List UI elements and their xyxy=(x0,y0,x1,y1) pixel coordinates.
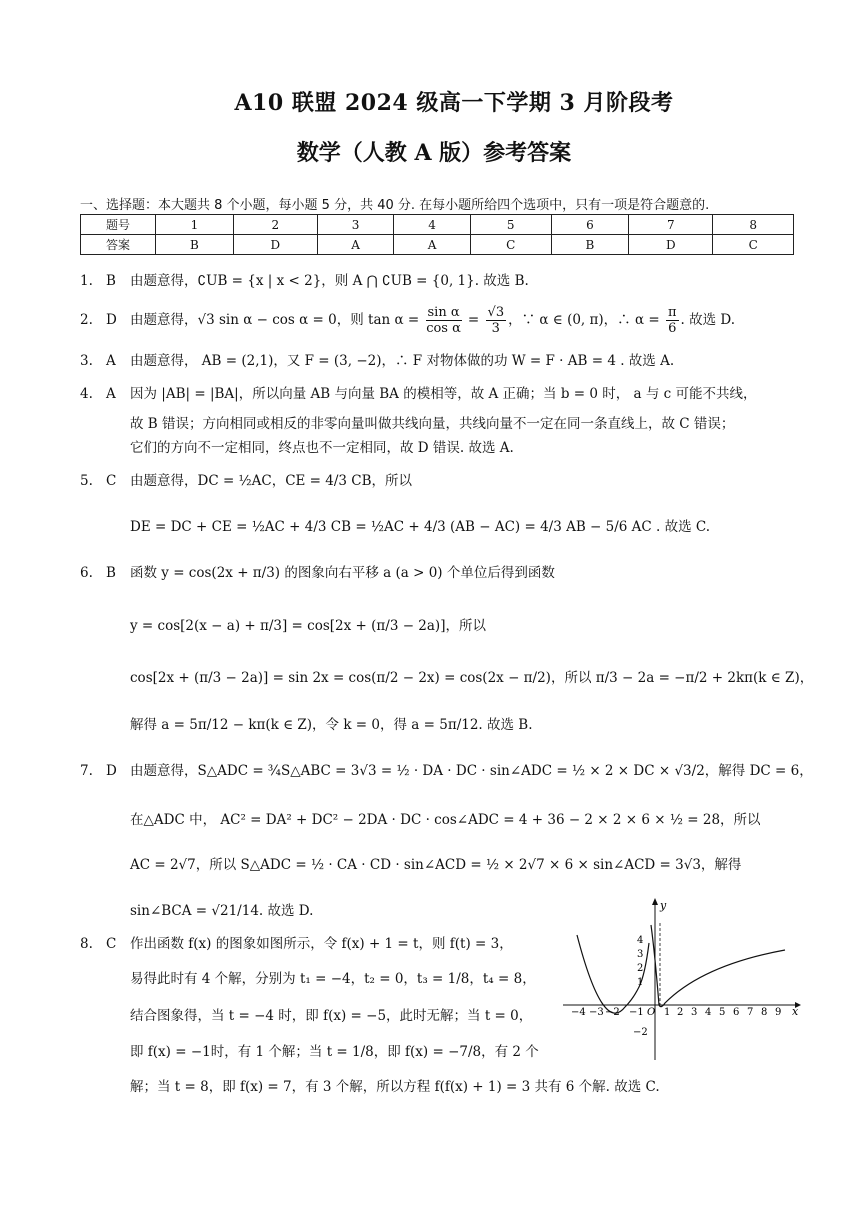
explanation-line: 即 f(x) = −1时，有 1 个解；当 t = 1/8，即 f(x) = −7/8，有 2 个 xyxy=(130,1044,539,1060)
explanation-line: 由题意得，DC = ½AC，CE = 4/3 CB，所以 xyxy=(130,473,413,489)
x-tick-label: 9 xyxy=(775,1007,782,1018)
question-explanation: 由题意得，∁UB = {x | x < 2}，则 A ⋂ ∁UB = {0, 1}. 故选 B. xyxy=(130,273,529,289)
question-6 xyxy=(80,562,555,584)
question-4 xyxy=(80,383,757,405)
table-header-question: 题号 xyxy=(81,215,156,235)
question-7 xyxy=(80,760,813,782)
table-cell: A xyxy=(394,235,471,255)
table-cell: 1 xyxy=(156,215,234,235)
explanation-line: 易得此时有 4 个解，分别为 t₁ = −4，t₂ = 0，t₃ = 1/8，t₄ = 8， xyxy=(130,971,536,987)
function-curve-right xyxy=(651,925,785,1007)
x-tick-label: 5 xyxy=(719,1007,726,1018)
x-tick-label: −4 xyxy=(571,1007,586,1018)
table-row-answers xyxy=(81,235,794,255)
fraction-denominator: 3 xyxy=(491,321,500,336)
question-2 xyxy=(80,305,735,336)
explanation-line: 由题意得，S△ADC = ¾S△ABC = 3√3 = ½ · DA · DC · sin∠ADC = ½ × 2 × DC × √3/2，解得 DC = 6， xyxy=(130,763,813,779)
page-title: A10 联盟 2024 级高一下学期 3 月阶段考 xyxy=(234,90,674,116)
x-tick-label: 3 xyxy=(691,1007,698,1018)
explanation-line: DE = DC + CE = ½AC + 4/3 CB = ½AC + 4/3 (AB − AC) = 4/3 AB − 5/6 AC . 故选 C. xyxy=(130,519,711,535)
fraction-numerator: π xyxy=(667,305,677,320)
table-cell: D xyxy=(233,235,317,255)
question-answer-key: A xyxy=(106,353,116,369)
explanation-line: 故 B 错误；方向相同或相反的非零向量叫做共线向量，共线向量不一定在同一条直线上，故 C 错误； xyxy=(130,416,735,432)
table-cell: A xyxy=(317,235,394,255)
y-axis-arrow xyxy=(652,898,658,905)
table-cell: 7 xyxy=(629,215,713,235)
explanation-part: = xyxy=(463,312,484,328)
question-number: 3. xyxy=(80,353,93,369)
table-cell: 2 xyxy=(233,215,317,235)
question-number: 7. xyxy=(80,763,93,779)
explanation-part: 由题意得，√3 sin α − cos α = 0，则 tan α = xyxy=(130,312,424,328)
x-axis-label: x xyxy=(792,1005,799,1018)
y-tick-labels xyxy=(633,935,648,1038)
y-tick-label: 2 xyxy=(637,963,644,974)
explanation-line: 在△ADC 中， AC² = DA² + DC² − 2DA · DC · cos∠ADC = 4 + 36 − 2 × 2 × 6 × ½ = 28，所以 xyxy=(130,812,761,828)
question-number: 2. xyxy=(80,312,93,328)
table-cell: C xyxy=(470,235,551,255)
y-tick-label: 3 xyxy=(637,949,644,960)
explanation-line: y = cos[2(x − a) + π/3] = cos[2x + (π/3 − 2a)]，所以 xyxy=(130,618,486,634)
fraction-denominator: 6 xyxy=(668,321,677,336)
explanation-line: 函数 y = cos(2x + π/3) 的图象向右平移 a (a > 0) 个单位后得到函数 xyxy=(130,565,555,581)
y-axis-label: y xyxy=(660,899,667,912)
question-1 xyxy=(80,270,529,292)
question-number: 1. xyxy=(80,273,93,289)
x-tick-label: 6 xyxy=(733,1007,740,1018)
y-tick-label: 1 xyxy=(637,977,644,988)
table-cell: C xyxy=(713,235,794,255)
table-cell: B xyxy=(156,235,234,255)
x-tick-label: 7 xyxy=(747,1007,754,1018)
y-tick-label: 4 xyxy=(637,935,644,946)
x-tick-label: 4 xyxy=(705,1007,712,1018)
table-cell: B xyxy=(551,235,629,255)
origin-label: O xyxy=(647,1007,656,1018)
question-answer-key: B xyxy=(106,565,116,581)
x-tick-label: −2 xyxy=(605,1007,620,1018)
fraction xyxy=(426,305,462,336)
y-tick-label: −2 xyxy=(633,1027,648,1038)
question-8 xyxy=(80,933,513,955)
question-answer-key: C xyxy=(106,936,117,952)
table-cell: 5 xyxy=(470,215,551,235)
x-tick-label: −3 xyxy=(589,1007,604,1018)
table-header-answer: 答案 xyxy=(81,235,156,255)
question-answer-key: B xyxy=(106,273,116,289)
table-cell: 4 xyxy=(394,215,471,235)
explanation-line: 解得 a = 5π/12 − kπ(k ∈ Z)，令 k = 0，得 a = 5π/12. 故选 B. xyxy=(130,717,533,733)
fraction-numerator: √3 xyxy=(487,305,505,320)
explanation-line: cos[2x + (π/3 − 2a)] = sin 2x = cos(π/2 − 2x) = cos(2x − π/2)，所以 π/3 − 2a = −π/2 + 2kπ(k ∈ Z)， xyxy=(130,670,814,686)
fraction-numerator: sin α xyxy=(427,305,460,320)
explanation-line: AC = 2√7，所以 S△ADC = ½ · CA · CD · sin∠ACD = ½ × 2√7 × 6 × sin∠ACD = 3√3，解得 xyxy=(130,857,742,873)
explanation-line: 解；当 t = 8，即 f(x) = 7，有 3 个解，所以方程 f(f(x) + 1) = 3 共有 6 个解. 故选 C. xyxy=(130,1079,660,1095)
question-number: 8. xyxy=(80,936,93,952)
x-tick-label: 8 xyxy=(761,1007,768,1018)
function-curve-left xyxy=(577,935,649,1013)
x-tick-label: −1 xyxy=(629,1007,644,1018)
table-cell: 6 xyxy=(551,215,629,235)
question-number: 4. xyxy=(80,386,93,402)
page-subtitle: 数学（人教 A 版）参考答案 xyxy=(296,140,572,166)
question-3 xyxy=(80,350,674,372)
fraction xyxy=(486,305,507,336)
explanation-line: 结合图象得，当 t = −4 时，即 f(x) = −5，此时无解；当 t = 0， xyxy=(130,1008,533,1024)
section-intro: 一、选择题：本大题共 8 个小题，每小题 5 分，共 40 分. 在每小题所给四个选项中，只有一项是符合题意的. xyxy=(80,198,710,213)
explanation-line: 因为 |AB| = |BA|，所以向量 AB 与向量 BA 的模相等，故 A 正确；当 b = 0 时， a 与 c 可能不共线， xyxy=(130,386,757,402)
explanation-part: . 故选 D. xyxy=(680,312,736,328)
question-answer-key: D xyxy=(106,312,117,328)
x-tick-label: 1 xyxy=(664,1007,671,1018)
answer-table xyxy=(80,214,794,255)
question-answer-key: D xyxy=(106,763,117,779)
fraction-denominator: cos α xyxy=(426,321,461,336)
explanation-part: ，∵ α ∈ (0, π)，∴ α = xyxy=(508,312,664,328)
question-5 xyxy=(80,470,412,492)
table-row-numbers xyxy=(81,215,794,235)
explanation-line: 作出函数 f(x) 的图象如图所示，令 f(x) + 1 = t，则 f(t) = 3， xyxy=(130,936,513,952)
question-answer-key: A xyxy=(106,386,116,402)
table-cell: 8 xyxy=(713,215,794,235)
question-explanation: 由题意得， AB = (2,1)，又 F = (3, −2)，∴ F 对物体做的功 W = F · AB = 4 . 故选 A. xyxy=(130,353,675,369)
question-number: 5. xyxy=(80,473,93,489)
table-cell: D xyxy=(629,235,713,255)
explanation-line: sin∠BCA = √21/14. 故选 D. xyxy=(130,903,314,919)
fraction xyxy=(666,305,679,336)
question-answer-key: C xyxy=(106,473,117,489)
explanation-line: 它们的方向不一定相同，终点也不一定相同，故 D 错误. 故选 A. xyxy=(130,440,514,456)
function-graph xyxy=(563,895,803,1065)
x-tick-label: 2 xyxy=(677,1007,684,1018)
table-cell: 3 xyxy=(317,215,394,235)
question-number: 6. xyxy=(80,565,93,581)
x-tick-labels xyxy=(571,1007,781,1018)
